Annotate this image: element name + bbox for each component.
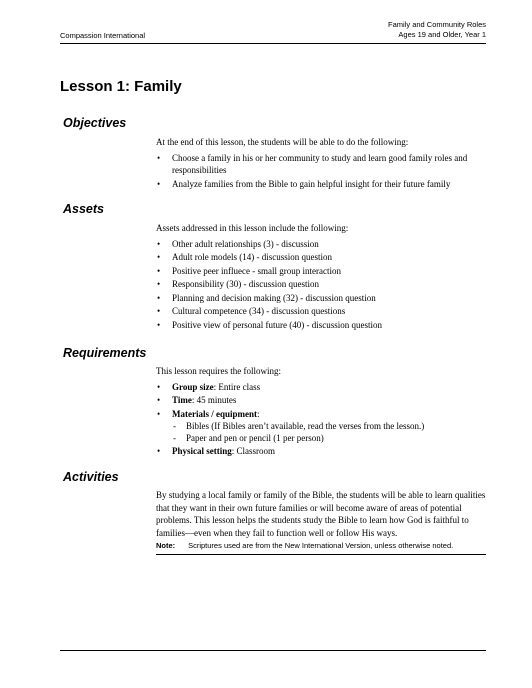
list-item: • Responsibility (30) - discussion question bbox=[156, 278, 486, 291]
physical-setting-value: : Classroom bbox=[231, 446, 276, 456]
physical-setting-label: Physical setting bbox=[172, 446, 232, 456]
list-item: • Adult role models (14) - discussion question bbox=[156, 251, 486, 264]
list-item: • Cultural competence (34) - discussion questions bbox=[156, 305, 486, 318]
section-heading-assets: Assets bbox=[63, 202, 104, 216]
assets-section bbox=[156, 222, 486, 332]
footer-divider bbox=[60, 650, 486, 651]
time-label: Time bbox=[172, 395, 192, 405]
requirements-list bbox=[156, 381, 486, 458]
activities-section bbox=[156, 489, 486, 539]
list-item: • Other adult relationships (3) - discussion bbox=[156, 238, 486, 251]
section-heading-activities: Activities bbox=[63, 470, 119, 484]
requirements-section bbox=[156, 365, 486, 459]
header-organization: Compassion International bbox=[60, 31, 146, 40]
objectives-section bbox=[156, 136, 486, 191]
scripture-note bbox=[156, 541, 486, 555]
assets-intro: Assets addressed in this lesson include the following: bbox=[156, 223, 349, 233]
assets-list bbox=[156, 238, 486, 332]
group-size-label: Group size bbox=[172, 381, 214, 392]
list-item bbox=[156, 394, 486, 407]
group-size-value: : Entire class bbox=[213, 381, 261, 392]
section-heading-objectives: Objectives bbox=[63, 116, 127, 130]
time-value: : 45 minutes bbox=[191, 395, 237, 405]
activities-text: By studying a local family or family of the Bible, the students will be able to learn qualities that they want in their own future families or will become aware of areas of potential problems. This lesson helps the students study the Bible to learn how God is faithful to families—even when they fail to function well or follow His ways. bbox=[156, 490, 486, 538]
list-item bbox=[156, 445, 486, 458]
objectives-intro: At the end of this lesson, the students will be able to do the following: bbox=[156, 137, 409, 147]
list-item: • Positive peer influece - small group interaction bbox=[156, 265, 486, 278]
list-item bbox=[156, 381, 486, 394]
header-divider bbox=[60, 43, 486, 44]
materials-label: Materials / equipment bbox=[172, 408, 257, 419]
note-text: Scriptures used are from the New International Version, unless otherwise noted. bbox=[188, 541, 454, 550]
list-item bbox=[156, 408, 486, 445]
list-item: • Analyze families from the Bible to gain helpful insight for their future family bbox=[156, 178, 486, 191]
objectives-list bbox=[156, 152, 486, 191]
list-item: - Bibles (If Bibles aren’t available, read the verses from the lesson.) bbox=[172, 420, 486, 432]
materials-colon: : bbox=[257, 408, 260, 419]
list-item: • Choose a family in his or her community to study and learn good family roles and responsibilities bbox=[156, 152, 486, 177]
page-title: Lesson 1: Family bbox=[60, 78, 182, 95]
list-item: • Positive view of personal future (40) - discussion question bbox=[156, 319, 486, 332]
section-heading-requirements: Requirements bbox=[63, 346, 147, 360]
requirements-intro: This lesson requires the following: bbox=[156, 366, 281, 376]
header-course-title: Family and Community Roles bbox=[388, 20, 486, 29]
note-label: Note: bbox=[156, 541, 176, 550]
header-course-level: Ages 19 and Older, Year 1 bbox=[398, 30, 486, 39]
list-item: • Planning and decision making (32) - discussion question bbox=[156, 292, 486, 305]
header-course bbox=[388, 20, 486, 40]
materials-list bbox=[172, 420, 486, 444]
list-item: - Paper and pen or pencil (1 per person) bbox=[172, 432, 486, 444]
